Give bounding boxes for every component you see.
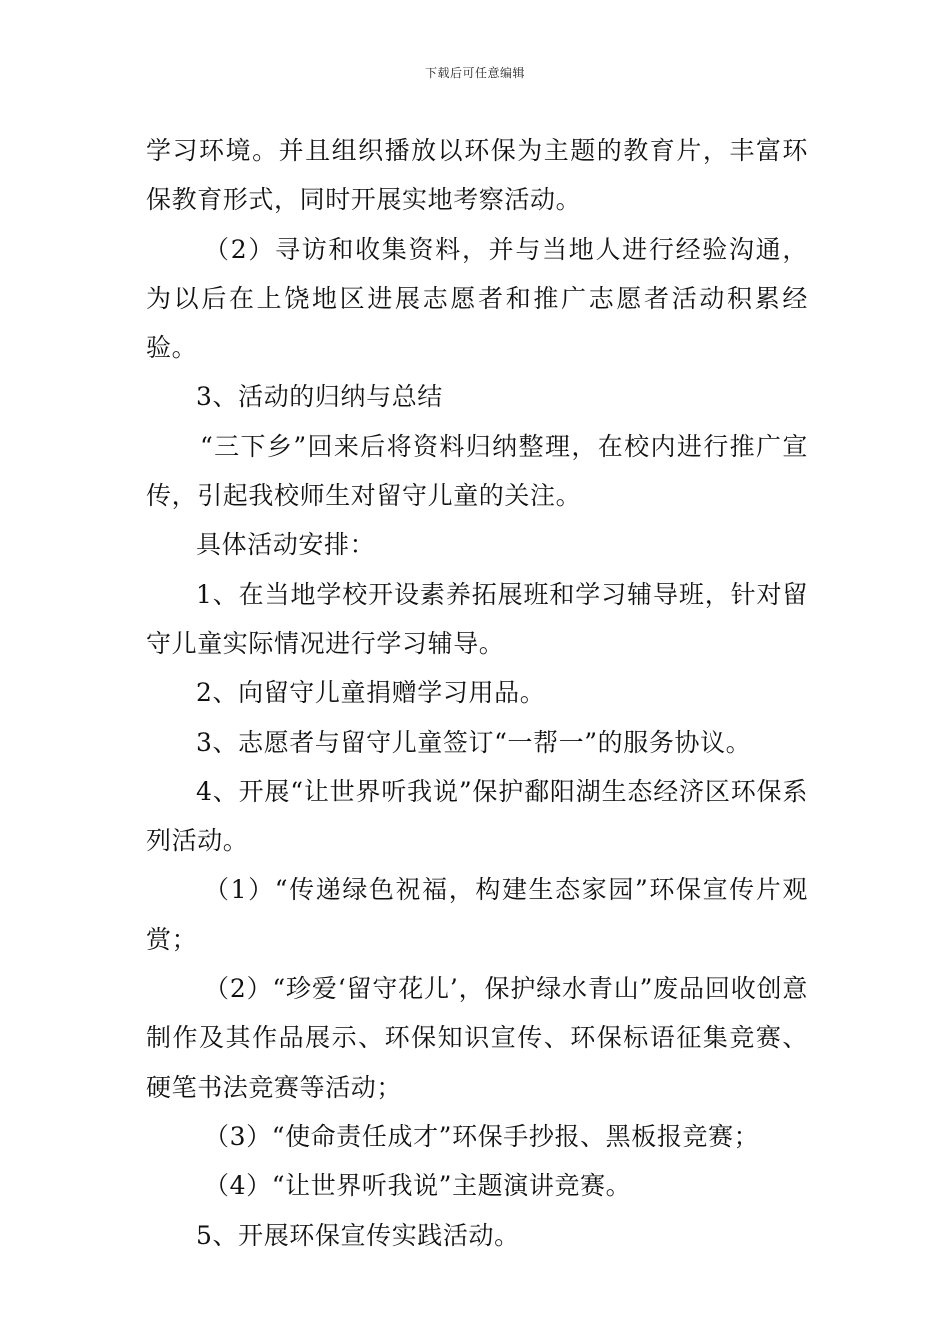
sub-item-3: （3）“使命责任成才”环保手抄报、黑板报竞赛；: [204, 1121, 760, 1151]
sub-item-2: （2）“珍爱‘留守花儿’，保护绿水青山”废品回收创意制作及其作品展示、环保知识宣传、环保标语征集竞赛、硬笔书法竞赛等活动；: [146, 974, 808, 1102]
page-header-note: 下载后可任意编辑: [424, 66, 525, 80]
list-item-2: 2、向留守儿童捐赠学习用品。: [196, 678, 546, 708]
paragraph-summary-body: “三下乡”回来后将资料归纳整理，在校内进行推广宣传，引起我校师生对留守儿童的关注。: [146, 431, 808, 511]
list-item-4: 4、开展“让世界听我说”保护鄱阳湖生态经济区环保系列活动。: [146, 776, 808, 856]
sub-item-1: （1）“传递绿色祝福，构建生态家园”环保宣传片观赏；: [146, 875, 808, 954]
list-item-5: 5、开展环保宣传实践活动。: [196, 1220, 520, 1250]
list-item-1: 1、在当地学校开设素养拓展班和学习辅导班，针对留守儿童实际情况进行学习辅导。: [146, 579, 808, 658]
sub-item-4: （4）“让世界听我说”主题演讲竞赛。: [204, 1171, 632, 1201]
paragraph-env-education: 学习环境。并且组织播放以环保为主题的教育片，丰富环保教育形式，同时开展实地考察活动。: [146, 136, 808, 215]
paragraph-visit-collect: （2）寻访和收集资料，并与当地人进行经验沟通，为以后在上饶地区进展志愿者和推广志愿者活动积累经验。: [146, 234, 808, 363]
paragraph-arrangement-heading: 具体活动安排：: [196, 530, 376, 560]
document-body: [146, 126, 808, 1260]
list-item-3: 3、志愿者与留守儿童签订“一帮一”的服务协议。: [196, 727, 752, 757]
paragraph-summary-heading: 3、活动的归纳与总结: [196, 382, 443, 412]
